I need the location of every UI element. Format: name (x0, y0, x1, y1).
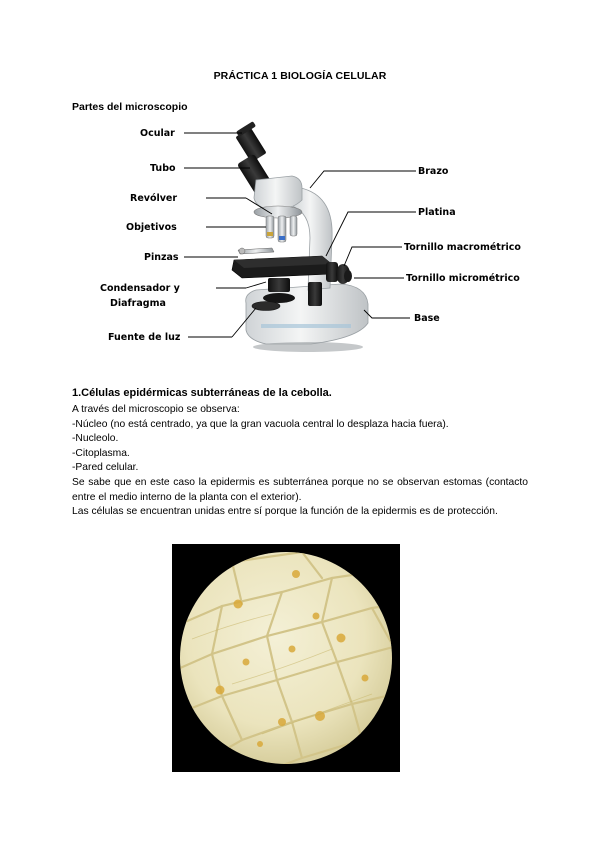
label-tubo: Tubo (150, 163, 176, 174)
light-source (252, 302, 280, 311)
label-base: Base (414, 313, 440, 324)
list-item: -Nucleolo. (72, 433, 119, 445)
label-brazo: Brazo (418, 166, 449, 177)
list-item: -Núcleo (no está centrado, ya que la gran vacuola central lo desplaza hacia fuera). (72, 418, 449, 430)
microscope-diagram (96, 118, 536, 368)
label-tornillo-micrometrico: Tornillo micrométrico (406, 273, 520, 284)
label-fuente-de-luz: Fuente de luz (108, 332, 181, 343)
paragraph: Se sabe que en este caso la epidermis es subterránea porque no se observan estomas (contacto entre el medio interno de la planta con el exterior). (72, 476, 528, 503)
label-condensador-line2: Diafragma (110, 298, 166, 309)
label-objetivos: Objetivos (126, 222, 177, 233)
list-item: -Citoplasma. (72, 447, 130, 459)
observation-list (72, 403, 528, 520)
label-tornillo-macrometrico: Tornillo macrométrico (404, 242, 521, 253)
page-title: PRÁCTICA 1 BIOLOGÍA CELULAR (213, 70, 387, 82)
list-item: A través del microscopio se observa: (72, 404, 240, 415)
label-ocular: Ocular (140, 128, 175, 139)
microscope-base (246, 284, 368, 344)
onion-epidermis-micrograph (172, 544, 400, 772)
label-revolver: Revólver (130, 193, 178, 204)
list-item: -Pared celular. (72, 462, 139, 474)
label-condensador-line1: Condensador y (100, 283, 180, 294)
label-platina: Platina (418, 207, 456, 218)
label-pinzas: Pinzas (144, 252, 179, 263)
figure-subheading: Partes del microscopio (72, 101, 188, 113)
condenser (268, 278, 290, 292)
paragraph: Las células se encuentran unidas entre sí porque la función de la epidermis es de protección. (72, 506, 498, 518)
section-heading: 1.Células epidérmicas subterráneas de la cebolla. (72, 387, 332, 399)
microscope-head (254, 176, 302, 210)
fine-focus-knob (344, 270, 352, 282)
